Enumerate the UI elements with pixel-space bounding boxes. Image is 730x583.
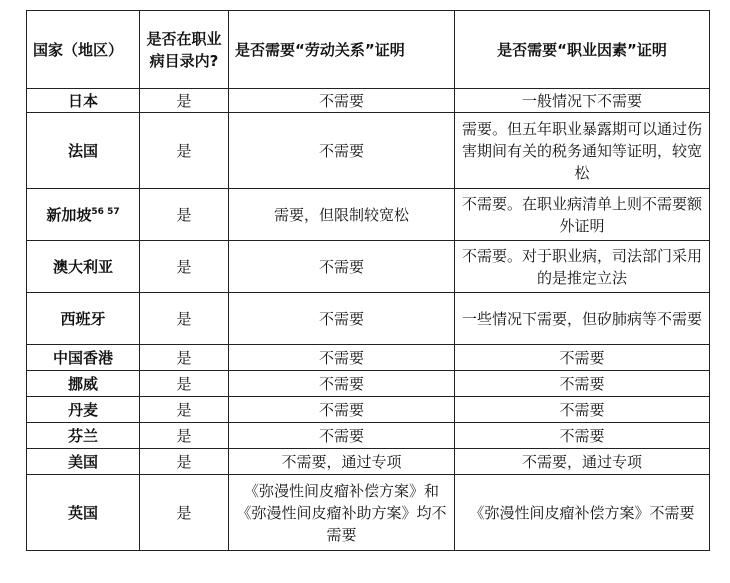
in-list-cell: 是	[140, 113, 229, 189]
labor-proof-cell: 不需要	[229, 345, 455, 371]
in-list-cell: 是	[140, 345, 229, 371]
factor-proof-cell: 不需要，通过专项	[455, 449, 710, 475]
country-cell: 中国香港	[27, 345, 140, 371]
table-row	[27, 371, 710, 397]
factor-proof-cell: 不需要	[455, 397, 710, 423]
in-list-cell: 是	[140, 371, 229, 397]
table-row	[27, 449, 710, 475]
country-cell: 英国	[27, 475, 140, 551]
header-country: 国家（地区）	[27, 11, 140, 89]
factor-proof-cell: 《弥漫性间皮瘤补偿方案》不需要	[455, 475, 710, 551]
country-cell: 法国	[27, 113, 140, 189]
labor-proof-cell: 不需要	[229, 397, 455, 423]
country-cell: 丹麦	[27, 397, 140, 423]
factor-proof-cell: 不需要	[455, 345, 710, 371]
in-list-cell: 是	[140, 475, 229, 551]
country-cell: 西班牙	[27, 293, 140, 345]
table-row	[27, 189, 710, 241]
in-list-cell: 是	[140, 189, 229, 241]
table-row	[27, 397, 710, 423]
labor-proof-cell: 不需要	[229, 423, 455, 449]
labor-proof-cell: 不需要	[229, 89, 455, 113]
factor-proof-cell: 一些情况下需要，但矽肺病等不需要	[455, 293, 710, 345]
factor-proof-cell: 不需要。对于职业病，司法部门采用的是推定立法	[455, 241, 710, 293]
labor-proof-cell: 需要，但限制较宽松	[229, 189, 455, 241]
country-cell: 新加坡$^{56 57}$	[27, 189, 140, 241]
table-header-row	[27, 11, 710, 89]
labor-proof-cell: 不需要	[229, 371, 455, 397]
labor-proof-cell: 不需要	[229, 293, 455, 345]
labor-proof-cell: 不需要	[229, 113, 455, 189]
factor-proof-cell: 不需要。在职业病清单上则不需要额外证明	[455, 189, 710, 241]
country-cell: 芬兰	[27, 423, 140, 449]
country-cell: 挪威	[27, 371, 140, 397]
country-cell: 日本	[27, 89, 140, 113]
table-row	[27, 293, 710, 345]
table-row	[27, 475, 710, 551]
factor-proof-cell: 不需要	[455, 423, 710, 449]
table-row	[27, 423, 710, 449]
table-row	[27, 89, 710, 113]
in-list-cell: 是	[140, 423, 229, 449]
country-cell: 美国	[27, 449, 140, 475]
header-factor-proof: 是否需要“职业因素”证明	[455, 11, 710, 89]
table-row	[27, 241, 710, 293]
in-list-cell: 是	[140, 397, 229, 423]
header-in-list: 是否在职业病目录内?	[140, 11, 229, 89]
labor-proof-cell: 《弥漫性间皮瘤补偿方案》和《弥漫性间皮瘤补助方案》均不需要	[229, 475, 455, 551]
country-cell: 澳大利亚	[27, 241, 140, 293]
in-list-cell: 是	[140, 89, 229, 113]
occupational-disease-table	[26, 10, 710, 551]
in-list-cell: 是	[140, 293, 229, 345]
header-labor-proof: 是否需要“劳动关系”证明	[229, 11, 455, 89]
factor-proof-cell: 一般情况下不需要	[455, 89, 710, 113]
in-list-cell: 是	[140, 241, 229, 293]
factor-proof-cell: 不需要	[455, 371, 710, 397]
in-list-cell: 是	[140, 449, 229, 475]
table-row	[27, 113, 710, 189]
footnote-ref: 56 57	[91, 206, 120, 217]
labor-proof-cell: 不需要	[229, 241, 455, 293]
table-row	[27, 345, 710, 371]
factor-proof-cell: 需要。但五年职业暴露期可以通过伤害期间有关的税务通知等证明，较宽松	[455, 113, 710, 189]
labor-proof-cell: 不需要，通过专项	[229, 449, 455, 475]
document-page	[26, 10, 710, 551]
